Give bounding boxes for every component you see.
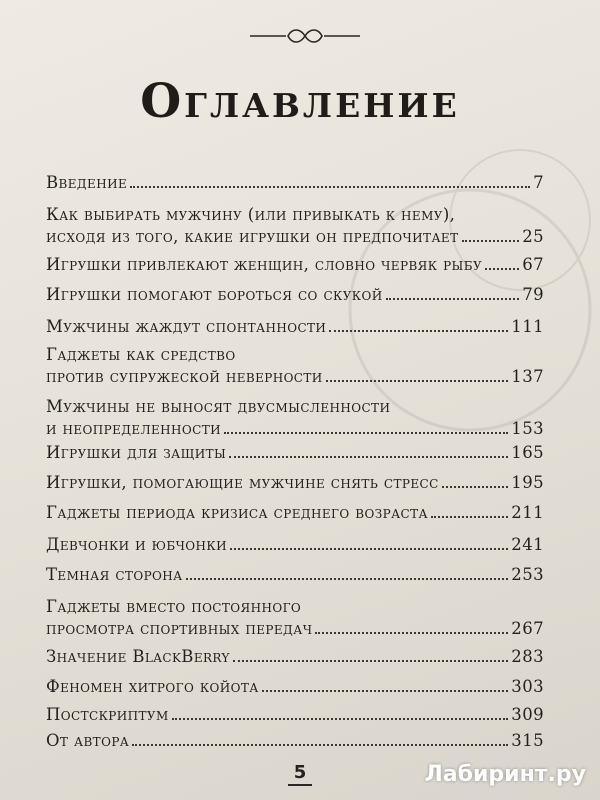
leader-dots bbox=[229, 456, 508, 458]
toc-entry-page: 195 bbox=[511, 473, 544, 492]
toc-entry-title-continued: и неопределенности bbox=[46, 419, 221, 438]
toc-entry bbox=[46, 564, 544, 586]
toc-entry-title: Постскриптум bbox=[46, 705, 169, 724]
toc-entry-title: Девчонки и юбчонки bbox=[46, 535, 227, 554]
toc-entry-title: Мужчины не выносят двусмысленности bbox=[46, 397, 391, 416]
toc-entry-title: Игрушки помогают бороться со скукой bbox=[46, 285, 383, 304]
toc-entry-page: 283 bbox=[511, 647, 544, 666]
leader-dots bbox=[485, 268, 519, 270]
toc-entry-page: 79 bbox=[522, 285, 544, 304]
leader-dots bbox=[315, 632, 508, 634]
leader-dots bbox=[172, 718, 509, 720]
toc-entry-page: 111 bbox=[511, 317, 544, 336]
toc-entry-page: 7 bbox=[533, 173, 544, 192]
toc-entry-title: Гаджеты вместо постоянного bbox=[46, 597, 302, 616]
toc-entry-title: Значение BlackBerry bbox=[46, 647, 230, 666]
toc-entry-title: Как выбирать мужчину (или привыкать к нему), bbox=[46, 205, 456, 224]
page-number: 5 bbox=[293, 762, 307, 783]
leader-dots bbox=[132, 744, 508, 746]
toc-entry-page: 253 bbox=[511, 565, 544, 584]
toc-entry-title: Игрушки привлекают женщин, словно червяк рыбу bbox=[46, 255, 483, 274]
toc-entry-title: Темная сторона bbox=[46, 565, 183, 584]
toc-entry bbox=[46, 396, 544, 440]
leader-dots bbox=[262, 690, 509, 692]
toc-entry-page: 303 bbox=[511, 677, 544, 696]
toc-entry bbox=[46, 284, 544, 306]
toc-entry bbox=[46, 730, 544, 752]
toc-entry-page: 165 bbox=[511, 443, 544, 462]
toc-entry-title: Игрушки, помогающие мужчине снять стресс bbox=[46, 473, 439, 492]
leader-dots bbox=[224, 432, 508, 434]
toc-entry bbox=[46, 204, 544, 248]
leader-dots bbox=[130, 186, 530, 188]
leader-dots bbox=[233, 660, 508, 662]
leader-dots bbox=[186, 578, 509, 580]
toc-entry-title: От автора bbox=[46, 731, 130, 750]
toc-entry bbox=[46, 172, 544, 194]
page-title: Оглавление bbox=[140, 74, 460, 129]
toc-entry bbox=[46, 502, 544, 524]
toc-entry bbox=[46, 254, 544, 276]
toc-entry bbox=[46, 344, 544, 388]
table-of-contents bbox=[46, 0, 544, 780]
toc-entry bbox=[46, 676, 544, 698]
leader-dots bbox=[442, 486, 509, 488]
toc-entry-title-continued: исходя из того, какие игрушки он предпочитает bbox=[46, 227, 459, 246]
toc-entry bbox=[46, 704, 544, 726]
toc-entry bbox=[46, 534, 544, 556]
leader-dots bbox=[431, 516, 508, 518]
toc-entry-title: Гаджеты как средство bbox=[46, 345, 236, 364]
toc-entry-title: Гаджеты периода кризиса среднего возраста bbox=[46, 503, 429, 522]
toc-entry bbox=[46, 596, 544, 640]
leader-dots bbox=[326, 380, 509, 382]
toc-entry-title: Игрушки для защиты bbox=[46, 443, 227, 462]
toc-entry-title: Введение bbox=[46, 173, 128, 192]
leader-dots bbox=[230, 548, 508, 550]
page-number-underline bbox=[288, 784, 312, 786]
toc-entry-title-continued: просмотра спортивных передач bbox=[46, 619, 313, 638]
toc-entry-page: 309 bbox=[511, 705, 544, 724]
toc-entry-title: Феномен хитрого койота bbox=[46, 677, 259, 696]
toc-entry bbox=[46, 646, 544, 668]
toc-entry-page: 267 bbox=[511, 619, 544, 638]
toc-entry-page: 137 bbox=[511, 367, 544, 386]
toc-entry-page: 241 bbox=[511, 535, 544, 554]
leader-dots bbox=[462, 240, 520, 242]
toc-entry-page: 153 bbox=[511, 419, 544, 438]
toc-entry-page: 315 bbox=[511, 731, 544, 750]
leader-dots bbox=[386, 298, 520, 300]
toc-entry bbox=[46, 472, 544, 494]
watermark-logo: Лабиринт.ру bbox=[424, 762, 586, 787]
toc-entry bbox=[46, 316, 544, 338]
toc-entry-title-continued: против супружеской неверности bbox=[46, 367, 323, 386]
leader-dots bbox=[329, 330, 508, 332]
toc-entry bbox=[46, 442, 544, 464]
toc-entry-page: 25 bbox=[522, 227, 544, 246]
toc-entry-page: 67 bbox=[522, 255, 544, 274]
toc-entry-title: Мужчины жаждут спонтанности bbox=[46, 317, 327, 336]
toc-entry-page: 211 bbox=[511, 503, 544, 522]
